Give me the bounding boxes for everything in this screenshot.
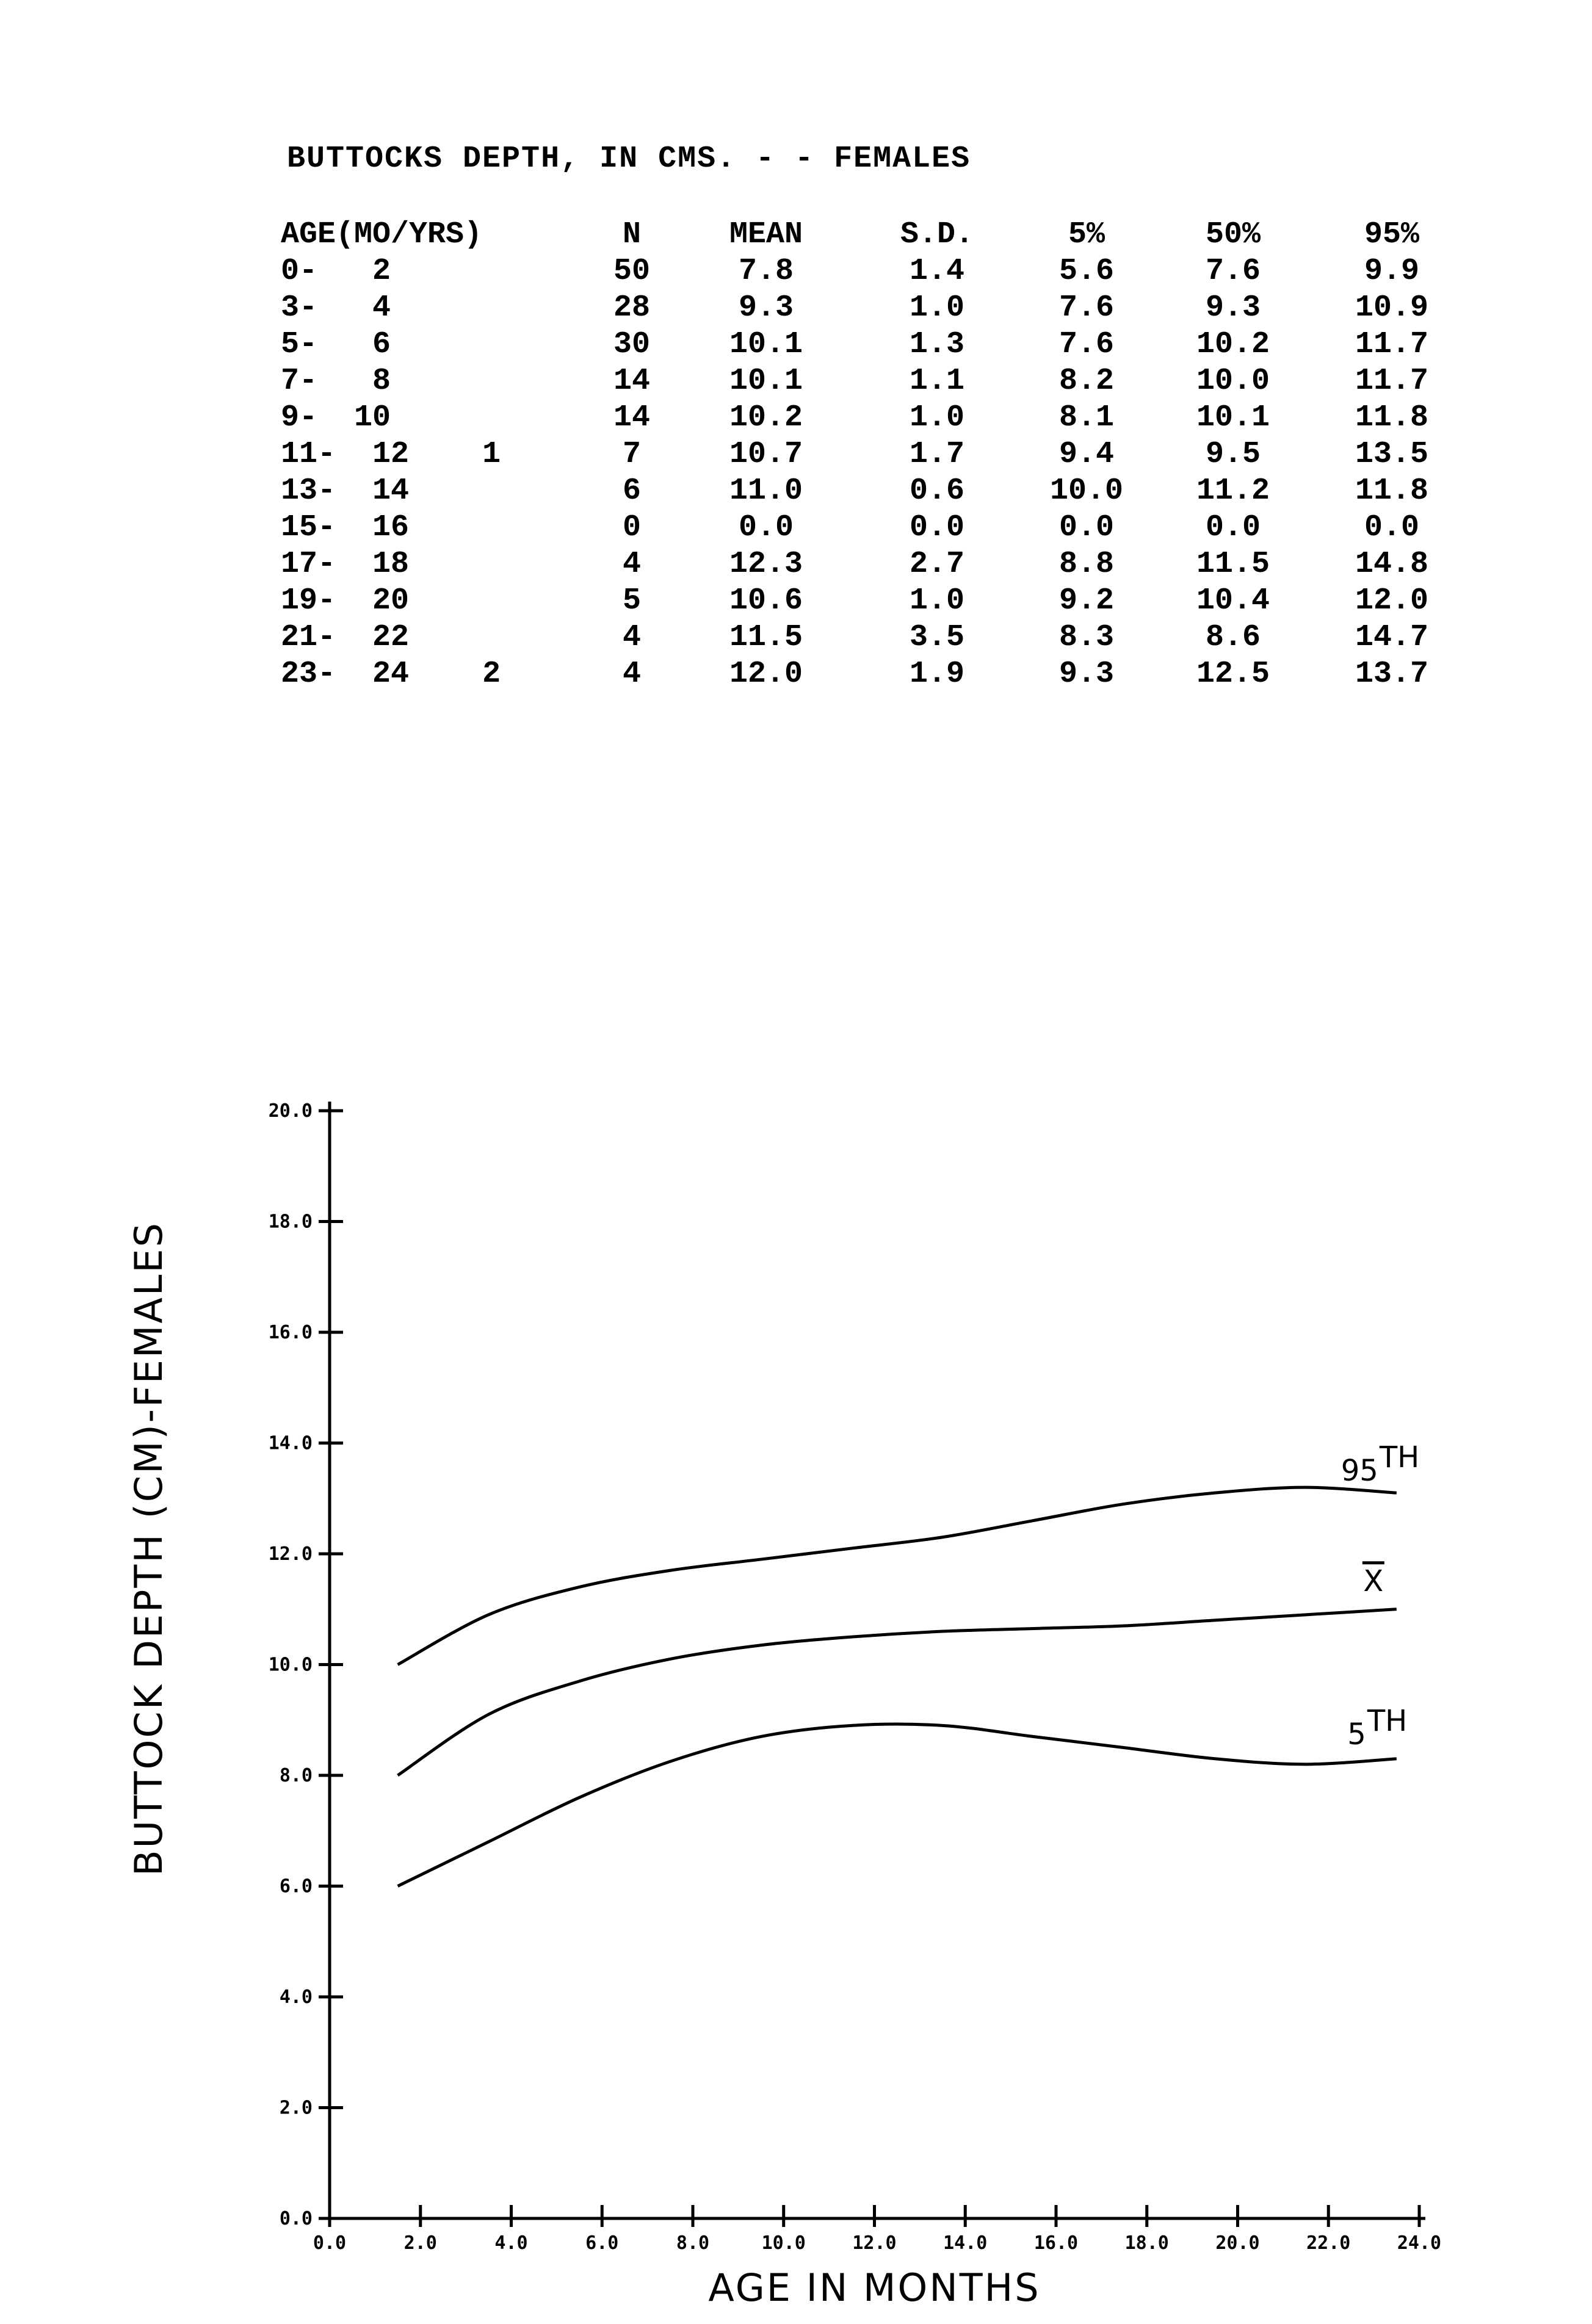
cell-p95: 11.7 — [1355, 364, 1429, 399]
y-tick-label: 14.0 — [268, 1432, 313, 1454]
cell-mean: 7.8 — [739, 254, 794, 289]
cell-sd: 3.5 — [910, 620, 965, 655]
table-title: BUTTOCKS DEPTH, IN CMS. - - FEMALES — [287, 142, 971, 176]
x-tick-label: 14.0 — [943, 2232, 988, 2254]
cell-p5: 9.2 — [1059, 583, 1115, 618]
cell-n: 30 — [613, 327, 651, 362]
y-tick-label: 6.0 — [279, 1875, 313, 1897]
cell-p5: 9.3 — [1059, 657, 1115, 691]
cell-mean: 12.3 — [729, 547, 803, 582]
cell-n: 6 — [623, 474, 642, 508]
cell-p50: 12.5 — [1196, 657, 1270, 691]
cell-age: 7- 8 — [281, 364, 391, 399]
y-tick-label: 10.0 — [268, 1654, 313, 1676]
cell-p95: 9.9 — [1364, 254, 1420, 289]
cell-n: 4 — [623, 620, 642, 655]
cell-p5: 8.8 — [1059, 547, 1115, 582]
cell-mean: 11.5 — [729, 620, 803, 655]
cell-mean: 10.1 — [729, 364, 803, 399]
cell-age: 23- 24 — [281, 657, 410, 691]
curve-label-5th: 5 — [1347, 1717, 1366, 1752]
cell-p50: 9.3 — [1206, 290, 1261, 325]
cell-p5: 0.0 — [1059, 510, 1115, 545]
cell-n: 7 — [623, 437, 642, 472]
header-age: AGE(MO/YRS) — [281, 217, 483, 252]
cell-p50: 10.4 — [1196, 583, 1270, 618]
cell-age: 15- 16 — [281, 510, 410, 545]
cell-age: 0- 2 — [281, 254, 391, 289]
y-tick-label: 12.0 — [268, 1543, 313, 1565]
x-tick-label: 2.0 — [403, 2232, 437, 2254]
cell-sd: 1.0 — [910, 290, 965, 325]
cell-mean: 12.0 — [729, 657, 803, 691]
curve-label-95th: 95 — [1341, 1454, 1378, 1489]
cell-n: 0 — [623, 510, 642, 545]
y-tick-label: 16.0 — [268, 1322, 313, 1343]
cell-sd: 0.6 — [910, 474, 965, 508]
cell-p95: 14.7 — [1355, 620, 1429, 655]
cell-age: 17- 18 — [281, 547, 410, 582]
cell-sd: 1.1 — [910, 364, 965, 399]
header-n: N — [623, 217, 642, 252]
x-tick-label: 6.0 — [585, 2232, 619, 2254]
cell-age: 5- 6 — [281, 327, 391, 362]
header-mean: MEAN — [729, 217, 803, 252]
cell-p95: 11.8 — [1355, 474, 1429, 508]
header-p95: 95% — [1364, 217, 1420, 252]
cell-n: 5 — [623, 583, 642, 618]
x-tick-label: 22.0 — [1306, 2232, 1351, 2254]
cell-p95: 14.8 — [1355, 547, 1429, 582]
x-tick-label: 12.0 — [852, 2232, 897, 2254]
y-tick-label: 18.0 — [268, 1211, 313, 1233]
cell-p95: 12.0 — [1355, 583, 1429, 618]
cell-p5: 8.3 — [1059, 620, 1115, 655]
cell-mean: 0.0 — [739, 510, 794, 545]
cell-mean: 11.0 — [729, 474, 803, 508]
cell-p50: 0.0 — [1206, 510, 1261, 545]
x-tick-label: 10.0 — [761, 2232, 806, 2254]
x-tick-label: 16.0 — [1033, 2232, 1079, 2254]
cell-mean: 10.2 — [729, 400, 803, 435]
cell-p50: 7.6 — [1206, 254, 1261, 289]
cell-p5: 7.6 — [1059, 327, 1115, 362]
cell-sd: 1.9 — [910, 657, 965, 691]
series-5th-line — [398, 1724, 1397, 1886]
curve-label-mean: X — [1363, 1564, 1384, 1598]
y-tick-label: 2.0 — [279, 2097, 313, 2119]
cell-mean: 10.7 — [729, 437, 803, 472]
cell-p5: 7.6 — [1059, 290, 1115, 325]
cell-p95: 11.7 — [1355, 327, 1429, 362]
cell-p50: 9.5 — [1206, 437, 1261, 472]
cell-sd: 1.0 — [910, 583, 965, 618]
cell-sd: 1.0 — [910, 400, 965, 435]
cell-p5: 10.0 — [1050, 474, 1124, 508]
header-p5: 5% — [1068, 217, 1105, 252]
curve-label-5th-suffix: TH — [1367, 1703, 1408, 1738]
cell-p5: 9.4 — [1059, 437, 1115, 472]
cell-p95: 0.0 — [1364, 510, 1420, 545]
y-tick-label: 0.0 — [279, 2208, 313, 2229]
cell-n: 14 — [613, 364, 651, 399]
cell-flag: 2 — [482, 657, 501, 691]
cell-mean: 10.6 — [729, 583, 803, 618]
cell-age: 11- 12 — [281, 437, 410, 472]
header-p50: 50% — [1206, 217, 1261, 252]
series-mean-line — [398, 1609, 1397, 1775]
x-tick-label: 18.0 — [1124, 2232, 1169, 2254]
y-tick-label: 20.0 — [268, 1100, 313, 1122]
cell-p50: 11.5 — [1196, 547, 1270, 582]
cell-flag: 1 — [482, 437, 501, 472]
curve-label-95th-suffix: TH — [1379, 1440, 1420, 1475]
cell-p95: 13.5 — [1355, 437, 1429, 472]
x-tick-label: 0.0 — [313, 2232, 347, 2254]
x-axis-title: AGE IN MONTHS — [708, 2265, 1041, 2310]
cell-n: 28 — [613, 290, 651, 325]
cell-mean: 9.3 — [739, 290, 794, 325]
y-axis-title: BUTTOCK DEPTH (CM)-FEMALES — [126, 1221, 171, 1876]
cell-sd: 1.3 — [910, 327, 965, 362]
cell-n: 50 — [613, 254, 651, 289]
cell-age: 9- 10 — [281, 400, 391, 435]
cell-p95: 10.9 — [1355, 290, 1429, 325]
cell-p50: 11.2 — [1196, 474, 1270, 508]
cell-sd: 2.7 — [910, 547, 965, 582]
cell-mean: 10.1 — [729, 327, 803, 362]
cell-p5: 8.2 — [1059, 364, 1115, 399]
x-tick-label: 4.0 — [494, 2232, 528, 2254]
cell-p50: 8.6 — [1206, 620, 1261, 655]
cell-p50: 10.2 — [1196, 327, 1270, 362]
x-tick-label: 20.0 — [1215, 2232, 1260, 2254]
cell-sd: 0.0 — [910, 510, 965, 545]
cell-n: 4 — [623, 547, 642, 582]
cell-p95: 13.7 — [1355, 657, 1429, 691]
cell-sd: 1.7 — [910, 437, 965, 472]
series-95th-line — [398, 1487, 1397, 1664]
header-sd: S.D. — [900, 217, 974, 252]
x-tick-label: 24.0 — [1397, 2232, 1442, 2254]
cell-p50: 10.1 — [1196, 400, 1270, 435]
cell-p5: 8.1 — [1059, 400, 1115, 435]
cell-age: 21- 22 — [281, 620, 410, 655]
y-tick-label: 4.0 — [279, 1987, 313, 2008]
cell-age: 13- 14 — [281, 474, 410, 508]
x-tick-label: 8.0 — [676, 2232, 710, 2254]
cell-p95: 11.8 — [1355, 400, 1429, 435]
y-tick-label: 8.0 — [279, 1765, 313, 1786]
cell-n: 14 — [613, 400, 651, 435]
cell-p5: 5.6 — [1059, 254, 1115, 289]
cell-p50: 10.0 — [1196, 364, 1270, 399]
cell-age: 19- 20 — [281, 583, 410, 618]
cell-n: 4 — [623, 657, 642, 691]
cell-age: 3- 4 — [281, 290, 391, 325]
cell-sd: 1.4 — [910, 254, 965, 289]
